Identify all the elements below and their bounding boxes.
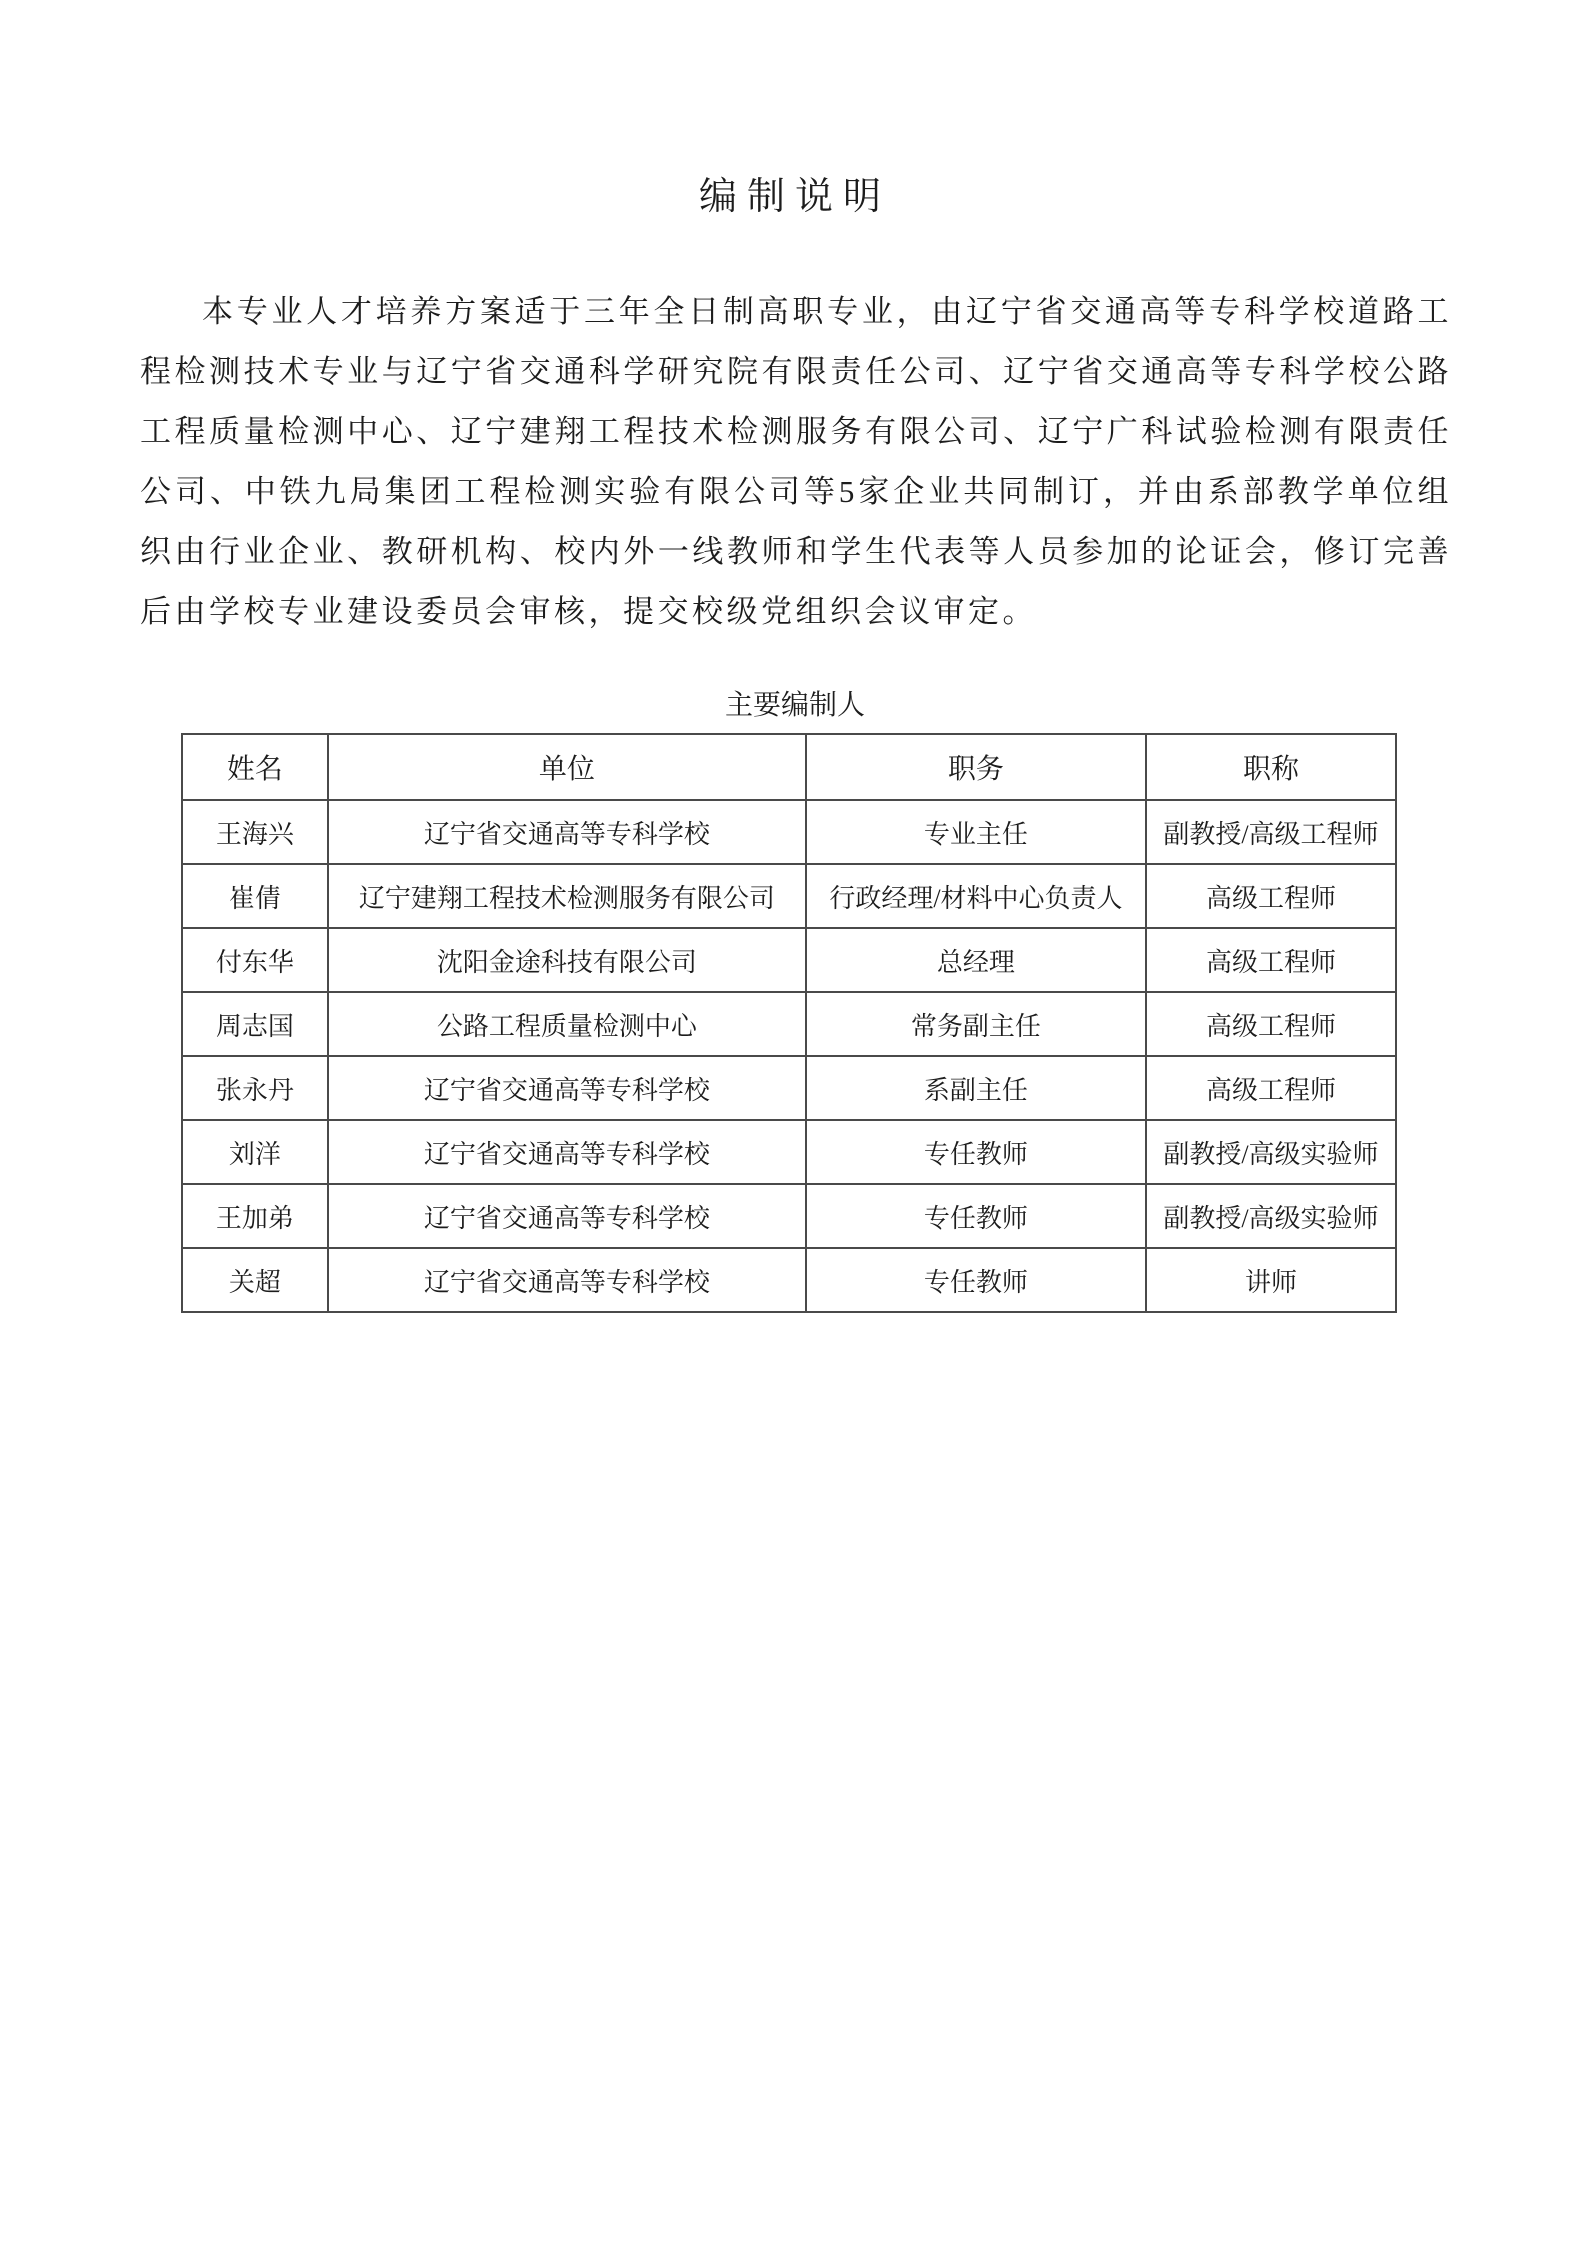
cell-name: 刘洋 [182,1120,328,1184]
cell-title: 副教授/高级工程师 [1146,800,1396,864]
column-header-unit: 单位 [328,734,806,800]
cell-post: 总经理 [806,928,1146,992]
column-header-name: 姓名 [182,734,328,800]
cell-title: 讲师 [1146,1248,1396,1312]
cell-name: 崔倩 [182,864,328,928]
cell-title: 副教授/高级实验师 [1146,1120,1396,1184]
cell-post: 系副主任 [806,1056,1146,1120]
cell-unit: 沈阳金途科技有限公司 [328,928,806,992]
cell-title: 高级工程师 [1146,864,1396,928]
table-title: 主要编制人 [724,690,865,721]
table-header-row [182,734,1396,800]
table-row [182,1120,1396,1184]
cell-unit: 辽宁省交通高等专科学校 [328,800,806,864]
cell-title: 高级工程师 [1146,1056,1396,1120]
table-row [182,1184,1396,1248]
cell-name: 周志国 [182,992,328,1056]
cell-name: 关超 [182,1248,328,1312]
cell-title: 高级工程师 [1146,992,1396,1056]
cell-title: 副教授/高级实验师 [1146,1184,1396,1248]
cell-post: 常务副主任 [806,992,1146,1056]
cell-name: 付东华 [182,928,328,992]
cell-unit: 辽宁省交通高等专科学校 [328,1056,806,1120]
cell-post: 专业主任 [806,800,1146,864]
cell-post: 专任教师 [806,1248,1146,1312]
cell-name: 张永丹 [182,1056,328,1120]
cell-unit: 公路工程质量检测中心 [328,992,806,1056]
cell-name: 王海兴 [182,800,328,864]
table-row [182,800,1396,864]
cell-unit: 辽宁省交通高等专科学校 [328,1184,806,1248]
table-row [182,1056,1396,1120]
table-row [182,928,1396,992]
column-header-post: 职务 [806,734,1146,800]
table-row [182,992,1396,1056]
table-row [182,864,1396,928]
cell-post: 专任教师 [806,1120,1146,1184]
cell-name: 王加弟 [182,1184,328,1248]
cell-unit: 辽宁省交通高等专科学校 [328,1248,806,1312]
cell-post: 行政经理/材料中心负责人 [806,864,1146,928]
page-title: 编制说明 [698,176,891,218]
column-header-title: 职称 [1146,734,1396,800]
cell-title: 高级工程师 [1146,928,1396,992]
cell-unit: 辽宁省交通高等专科学校 [328,1120,806,1184]
compilers-table [181,733,1397,1313]
cell-post: 专任教师 [806,1184,1146,1248]
table-row [182,1248,1396,1312]
cell-unit: 辽宁建翔工程技术检测服务有限公司 [328,864,806,928]
intro-paragraph: 本专业人才培养方案适于三年全日制高职专业，由辽宁省交通高等专科学校道路工程检测技术专业与辽宁省交通科学研究院有限责任公司、辽宁省交通高等专科学校公路工程质量检测中心、辽宁建翔工程技术检测服务有限公司、辽宁广科试验检测有限责任公司、中铁九局集团工程检测实验有限公司等5家企业共同制订，并由系部教学单位组织由行业企业、教研机构、校内外一线教师和学生代表等人员参加的论证会，修订完善后由学校专业建设委员会审核，提交校级党组织会议审定。 [140,294,1452,629]
